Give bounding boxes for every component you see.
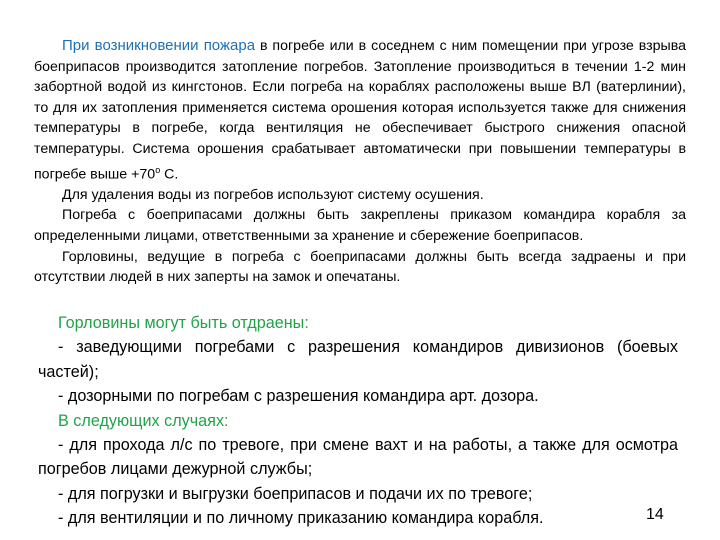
list-item: - для погрузки и выгрузки боеприпасов и подачи их по тревоге; — [58, 484, 533, 503]
paragraph-drainage: Для удаления воды из погребов используют систему осушения. — [62, 186, 484, 203]
degree-sign: о — [155, 164, 161, 175]
list-item: - дозорными по погребам с разрешения командира арт. дозора. — [58, 387, 539, 406]
paragraph-fire-flooding — [34, 36, 686, 185]
lower-text-block — [38, 311, 678, 531]
upper-text-block — [34, 36, 686, 288]
paragraph-text: в погребе или в соседнем с ним помещении при угрозе взрыва боеприпасов производится затопление погребов. Затопление производиться в течении 1-2 мин забортной водой из кингстонов. Если погреба на кораблях расположены выше ВЛ (ватерлинии), то для их затопления применяется система орошения которая используется также для снижения температуры в погребе, когда вентиляция не обеспечивает быстрого снижения опасной температуры. Система орошения срабатывает автоматически при повышении температуры в погребе выше +70 — [34, 38, 686, 183]
paragraph-end: С. — [160, 166, 179, 183]
lead-phrase: При возникновении пожара — [62, 37, 256, 54]
heading-cases: В следующих случаях: — [58, 411, 229, 430]
page-number: 14 — [646, 506, 664, 523]
list-item: - заведующими погребами с разрешения командиров дивизионов (боевых частей); — [38, 338, 678, 381]
paragraph-hatches: Горловины, ведущие в погреба с боеприпасами должны быть всегда задраены и при отсутствии людей в них заперты на замок и опечатаны. — [34, 248, 686, 286]
list-item: - для вентиляции и по личному приказанию командира корабля. — [58, 509, 544, 528]
list-item: - для прохода л/с по тревоге, при смене вахт и на работы, а также для осмотра погребов лицами дежурной службы; — [38, 436, 678, 479]
heading-hatches-opened: Горловины могут быть отдраены: — [58, 314, 309, 332]
paragraph-assignment: Погреба с боеприпасами должны быть закреплены приказом командира корабля за определенными лицами, ответственными за хранение и сбережение боеприпасов. — [34, 207, 686, 245]
